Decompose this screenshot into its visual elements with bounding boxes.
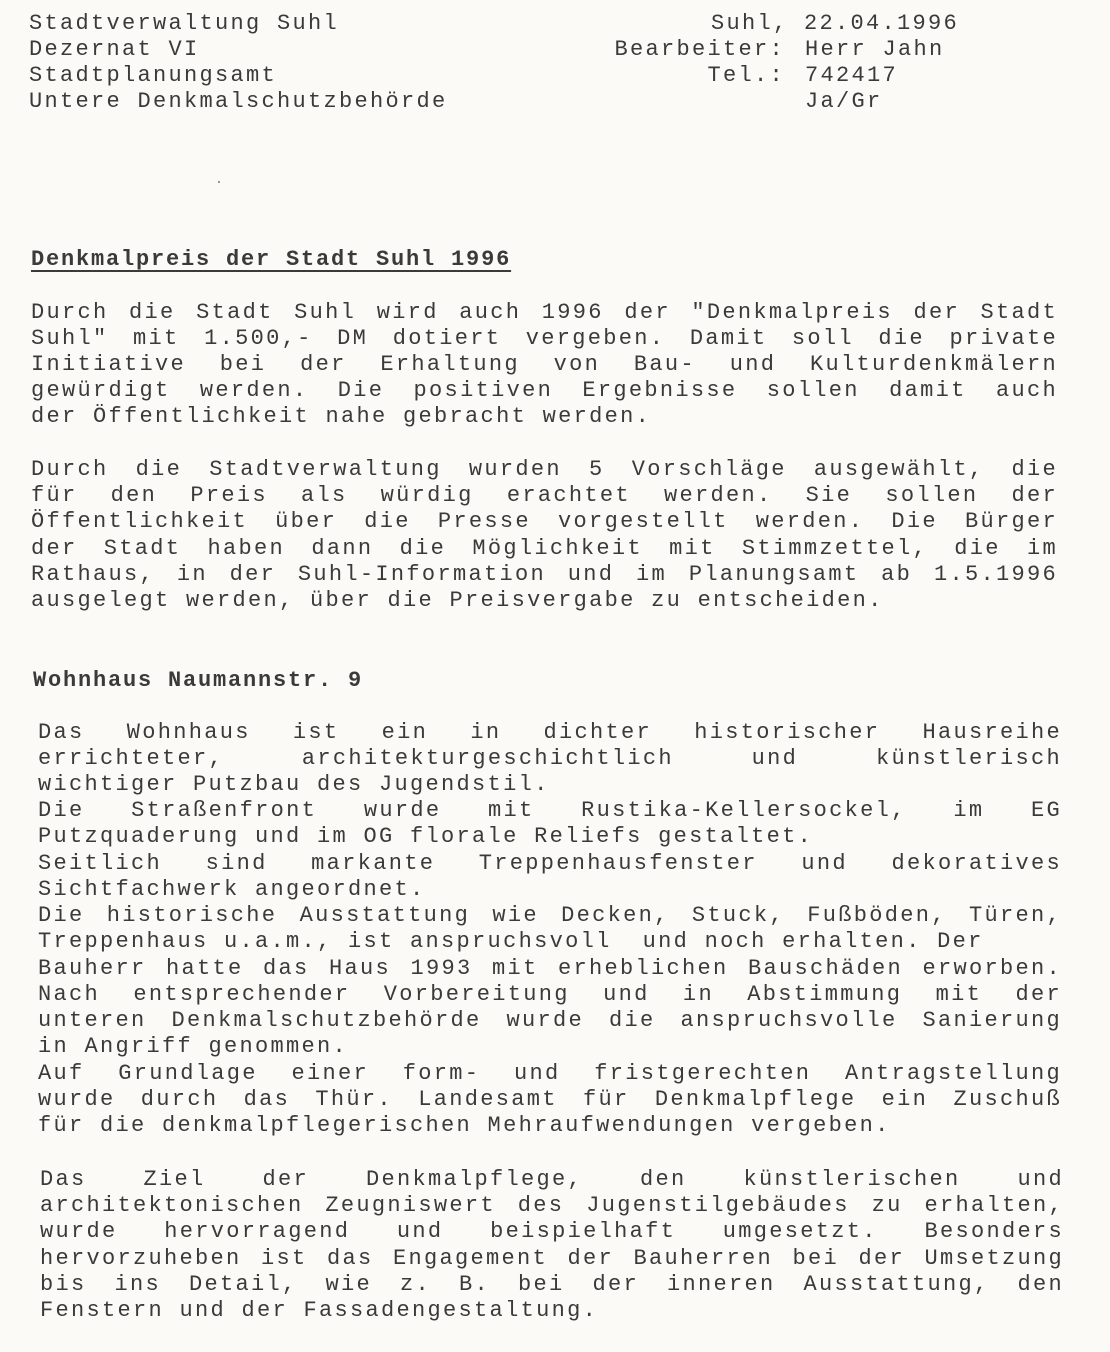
sender-line-administration: Stadtverwaltung Suhl [29,11,340,36]
conclusion-line-6: Fenstern und der Fassadengestaltung. [40,1298,599,1323]
description-line-13: in Angriff genommen. [38,1034,349,1059]
description-line-2: errichteter, architekturgeschichtlich und künstlerisch [38,746,1062,771]
reference-code: Ja/Gr [805,89,883,114]
description-line-4: Die Straßenfront wurde mit Rustika-Kellersockel, im EG [38,798,1062,823]
intro-p1-line-1: Durch die Stadt Suhl wird auch 1996 der "Denkmalpreis der Stadt [31,300,1058,325]
description-line-5: Putzquaderung und im OG florale Reliefs gestaltet. [38,824,814,849]
conclusion-line-5: bis ins Detail, wie z. B. bei der inneren Ausstattung, den [40,1272,1064,1297]
description-line-7: Sichtfachwerk angeordnet. [38,877,426,902]
conclusion-line-3: wurde hervorragend und beispielhaft umgesetzt. Besonders [40,1219,1064,1244]
conclusion-line-2: architektonischen Zeugniswert des Jugenstilgebäudes zu erhalten, [40,1193,1064,1218]
section-heading: Wohnhaus Naumannstr. 9 [33,668,364,693]
intro-p1-line-2: Suhl" mit 1.500,- DM dotiert vergeben. Damit soll die private [31,326,1058,351]
conclusion-line-4: hervorzuheben ist das Engagement der Bauherren bei der Umsetzung [40,1246,1064,1271]
intro-p2-line-4: der Stadt haben dann die Möglichkeit mit Stimmzettel, die im [31,536,1058,561]
tel-value: 742417 [805,63,899,88]
description-line-1: Das Wohnhaus ist ein in dichter historischer Hausreihe [38,720,1062,745]
sender-line-department: Dezernat VI [29,37,200,62]
tel-label: Tel.: [707,63,785,88]
description-line-16: für die denkmalpflegerischen Mehraufwendungen vergeben. [38,1113,891,1138]
description-line-14: Auf Grundlage einer form- und fristgerechten Antragstellung [38,1061,1062,1086]
sender-line-authority: Untere Denkmalschutzbehörde [29,89,448,114]
intro-p1-line-4: gewürdigt werden. Die positiven Ergebnisse sollen damit auch [31,378,1058,403]
intro-p1-line-5: der Öffentlichkeit nahe gebracht werden. [31,404,652,429]
description-line-3: wichtiger Putzbau des Jugendstil. [38,772,550,797]
intro-p2-line-3: Öffentlichkeit über die Presse vorgestellt werden. Die Bürger [31,509,1058,534]
sender-line-office: Stadtplanungsamt [29,63,278,88]
description-line-8: Die historische Ausstattung wie Decken, Stuck, Fußböden, Türen, [38,903,1062,928]
intro-p2-line-5: Rathaus, in der Suhl-Information und im Planungsamt ab 1.5.1996 [31,562,1058,587]
intro-p2-line-2: für den Preis als würdig erachtet werden. Sie sollen der [31,483,1058,508]
description-line-9: Treppenhaus u.a.m., ist anspruchsvoll und noch erhalten. Der [38,929,984,954]
description-line-6: Seitlich sind markante Treppenhausfenster und dekoratives [38,851,1062,876]
description-line-12: unteren Denkmalschutzbehörde wurde die anspruchsvolle Sanierung [38,1008,1062,1033]
description-line-11: Nach entsprechender Vorbereitung und in Abstimmung mit der [38,982,1062,1007]
intro-p2-line-1: Durch die Stadtverwaltung wurden 5 Vorschläge ausgewählt, die [31,457,1058,482]
clerk-value: Herr Jahn [805,37,945,62]
city-date: Suhl, 22.04.1996 [711,11,960,36]
paper-speck [218,181,220,183]
description-line-15: wurde durch das Thür. Landesamt für Denkmalpflege ein Zuschuß [38,1087,1062,1112]
intro-p1-line-3: Initiative bei der Erhaltung von Bau- und Kulturdenkmälern [31,352,1058,377]
intro-p2-line-6: ausgelegt werden, über die Preisvergabe zu entscheiden. [31,588,884,613]
description-line-10: Bauherr hatte das Haus 1993 mit erheblichen Bauschäden erworben. [38,956,1062,981]
clerk-label: Bearbeiter: [614,37,785,62]
conclusion-line-1: Das Ziel der Denkmalpflege, den künstlerischen und [40,1167,1064,1192]
document-title: Denkmalpreis der Stadt Suhl 1996 [31,247,512,272]
